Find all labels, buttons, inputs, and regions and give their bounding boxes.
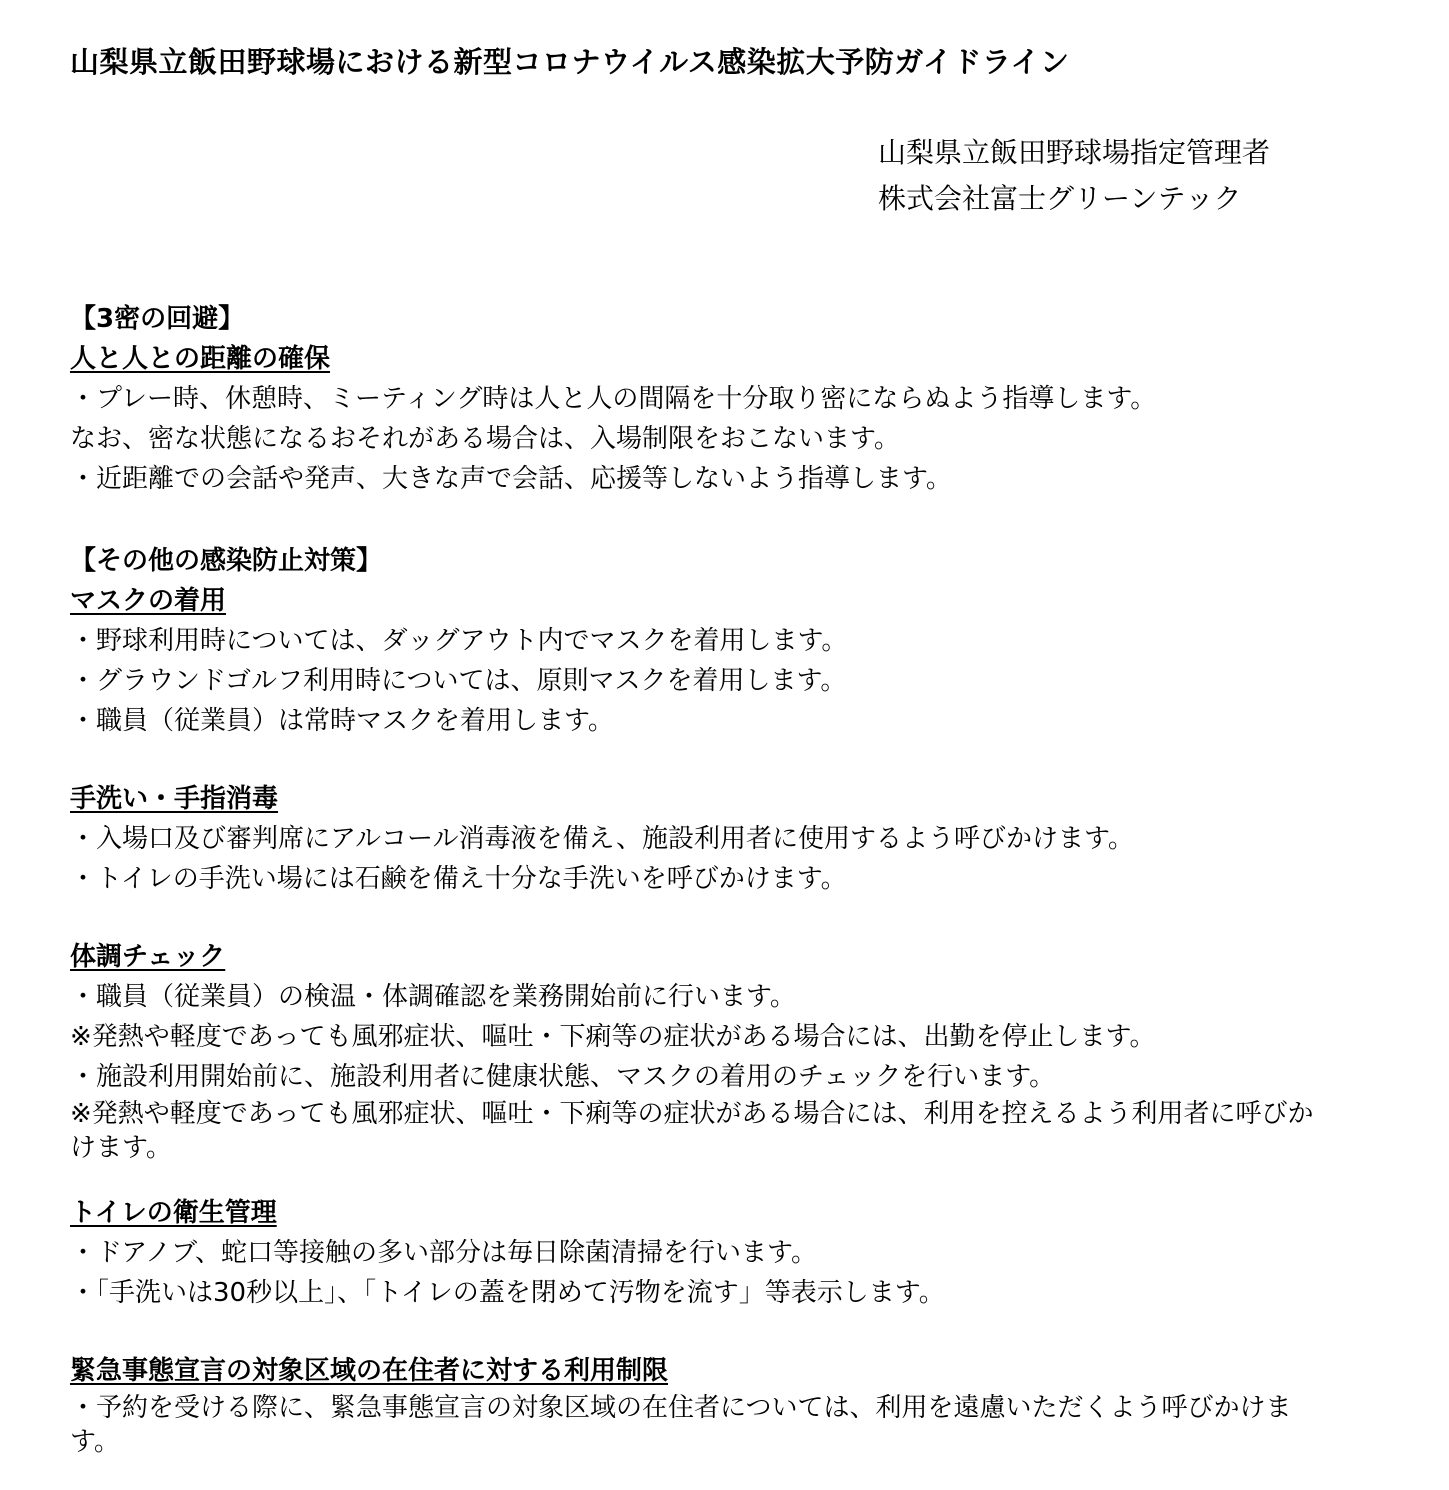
paragraph-line: ・入場口及び審判席にアルコール消毒液を備え、施設利用者に使用するよう呼びかけます。 bbox=[70, 824, 1134, 854]
paragraph-line: ・職員（従業員）は常時マスクを着用します。 bbox=[70, 706, 614, 736]
paragraph-line: ・プレー時、休憩時、ミーティング時は人と人の間隔を十分取り密にならぬよう指導します。 bbox=[70, 384, 1157, 414]
paragraph-line: ・野球利用時については、ダッグアウト内でマスクを着用します。 bbox=[70, 626, 848, 656]
issuer-company: 株式会社富士グリーンテック bbox=[878, 182, 1242, 215]
section-heading-avoid-3c: 【3密の回避】 bbox=[70, 304, 245, 334]
subheading-mask: マスクの着用 bbox=[70, 586, 227, 616]
paragraph-line: ・予約を受ける際に、緊急事態宣言の対象区域の在住者については、利用を遠慮いただくよう呼びかけます。 bbox=[70, 1393, 1292, 1457]
paragraph-line: ・ドアノブ、蛇口等接触の多い部分は毎日除菌清掃を行います。 bbox=[70, 1238, 817, 1268]
document-body bbox=[70, 299, 1360, 1457]
paragraph-line: ・トイレの手洗い場には石鹸を備え十分な手洗いを呼びかけます。 bbox=[70, 864, 847, 894]
spacer bbox=[70, 741, 1360, 779]
paragraph-line: なお、密な状態になるおそれがある場合は、入場制限をおこないます。 bbox=[70, 424, 900, 454]
paragraph-line: ※発熱や軽度であっても風邪症状、嘔吐・下痢等の症状がある場合には、出勤を停止します。 bbox=[70, 1022, 1156, 1052]
subheading-health-check: 体調チェック bbox=[70, 942, 226, 972]
section-heading-other-measures: 【その他の感染防止対策】 bbox=[70, 546, 383, 576]
spacer bbox=[70, 899, 1360, 937]
subheading-handwash: 手洗い・手指消毒 bbox=[70, 784, 279, 814]
spacer bbox=[70, 1313, 1360, 1351]
paragraph-line: ・近距離での会話や発声、大きな声で会話、応援等しないよう指導します。 bbox=[70, 464, 952, 494]
spacer bbox=[70, 499, 1360, 541]
spacer bbox=[70, 1141, 1360, 1193]
paragraph-line: ・「手洗いは30秒以上」、「トイレの蓋を閉めて汚物を流す」等表示します。 bbox=[70, 1278, 945, 1308]
document-title: 山梨県立飯田野球場における新型コロナウイルス感染拡大予防ガイドライン bbox=[70, 45, 1070, 79]
paragraph-line: ・施設利用開始前に、施設利用者に健康状態、マスクの着用のチェックを行います。 bbox=[70, 1062, 1056, 1092]
issuer-block bbox=[878, 130, 1270, 222]
subheading-distance: 人と人との距離の確保 bbox=[70, 344, 331, 374]
subheading-emergency-restriction: 緊急事態宣言の対象区域の在住者に対する利用制限 bbox=[70, 1356, 669, 1386]
subheading-toilet-hygiene: トイレの衛生管理 bbox=[70, 1198, 277, 1228]
paragraph-line: ・職員（従業員）の検温・体調確認を業務開始前に行います。 bbox=[70, 982, 796, 1012]
issuer-role: 山梨県立飯田野球場指定管理者 bbox=[878, 136, 1271, 169]
paragraph-line: ※発熱や軽度であっても風邪症状、嘔吐・下痢等の症状がある場合には、利用を控えるよう利用者に呼びかけます。 bbox=[70, 1099, 1314, 1163]
paragraph-line: ・グラウンドゴルフ利用時については、原則マスクを着用します。 bbox=[70, 666, 847, 696]
